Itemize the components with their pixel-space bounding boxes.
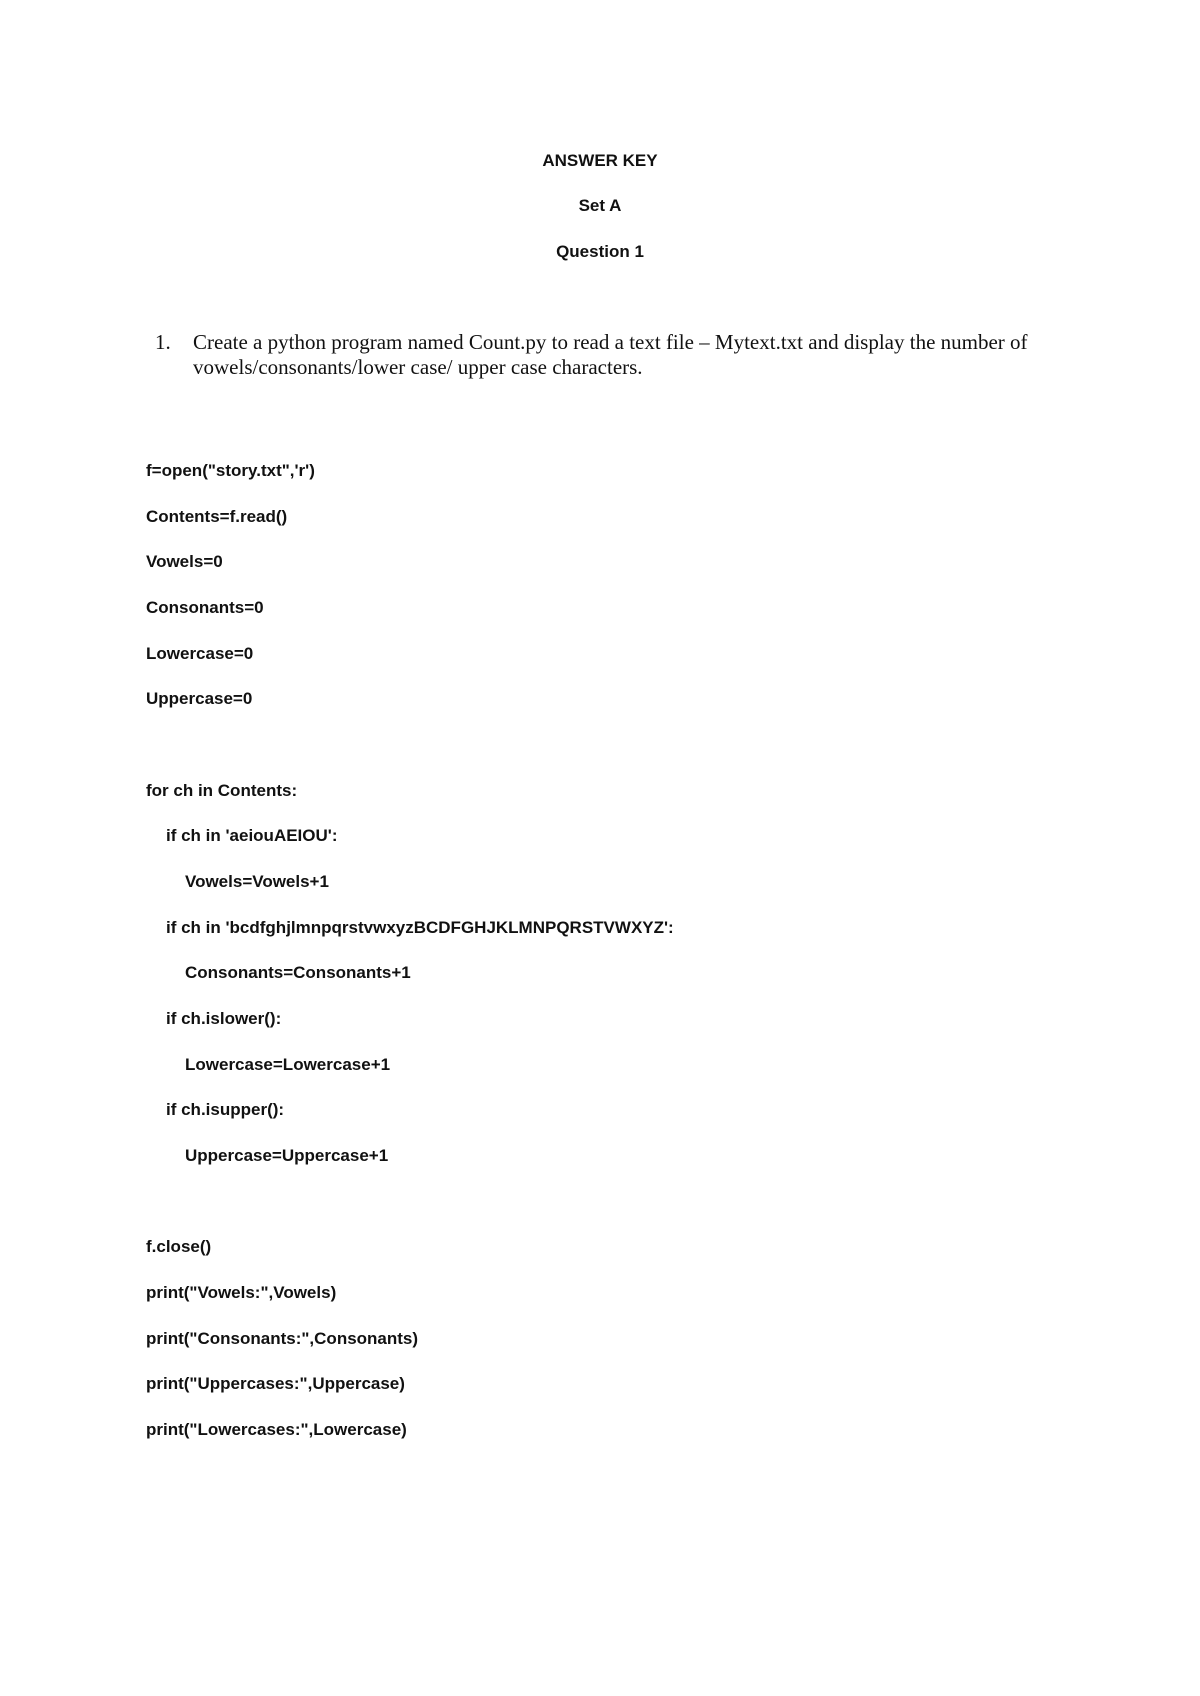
question-item: [155, 330, 1085, 380]
code-line: Vowels=Vowels+1: [185, 872, 329, 891]
code-line: f.close(): [146, 1237, 212, 1256]
code-line: if ch in 'aeiouAEIOU':: [166, 826, 338, 845]
code-line: if ch in 'bcdfghjlmnpqrstvwxyzBCDFGHJKLMNPQRSTVWXYZ':: [166, 918, 674, 937]
code-line: print("Vowels:",Vowels): [146, 1283, 337, 1302]
code-line: Vowels=0: [146, 552, 223, 571]
code-line: if ch.islower():: [166, 1009, 282, 1028]
code-line: if ch.isupper():: [166, 1100, 285, 1119]
code-line: print("Consonants:",Consonants): [146, 1329, 419, 1348]
question-label: Question 1: [556, 242, 644, 261]
code-line: Lowercase=Lowercase+1: [185, 1055, 391, 1074]
code-line: f=open("story.txt",'r'): [146, 461, 315, 480]
code-line: print("Lowercases:",Lowercase): [146, 1420, 407, 1439]
code-line: Contents=f.read(): [146, 507, 288, 526]
code-line: Consonants=Consonants+1: [185, 963, 411, 982]
answer-key-title: ANSWER KEY: [542, 151, 658, 170]
question-number: 1.: [155, 330, 171, 354]
code-line: Lowercase=0: [146, 644, 254, 663]
code-line: Consonants=0: [146, 598, 264, 617]
code-line: Uppercase=Uppercase+1: [185, 1146, 389, 1165]
set-label: Set A: [578, 196, 622, 215]
question-text: Create a python program named Count.py to read a text file – Mytext.txt and display the number of vowels/consonants/lower case/ upper case characters.: [193, 330, 1028, 379]
code-line: Uppercase=0: [146, 689, 253, 708]
code-line: for ch in Contents:: [146, 781, 298, 800]
code-line: print("Uppercases:",Uppercase): [146, 1374, 405, 1393]
